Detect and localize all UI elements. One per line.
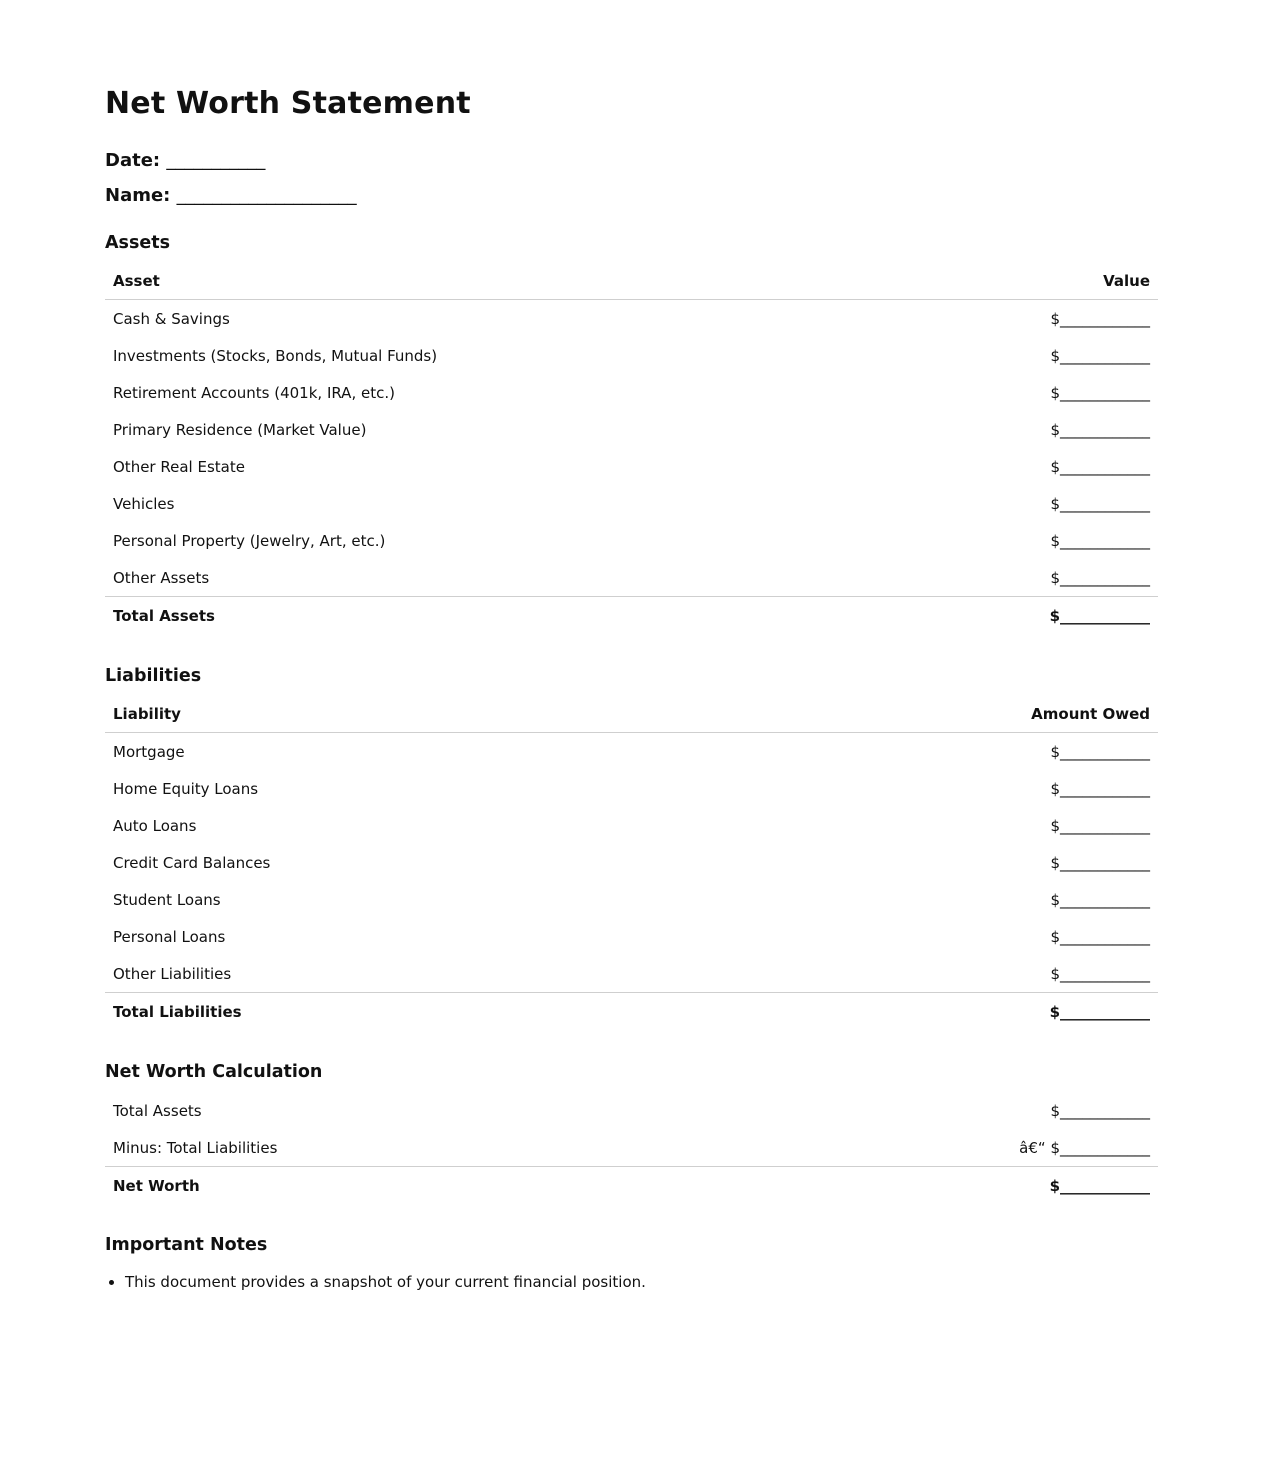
row-label: Cash & Savings [113,309,230,328]
row-label: Retirement Accounts (401k, IRA, etc.) [113,383,395,402]
document-page [105,0,1158,1300]
row-value: â€“ $____________ [1019,1138,1150,1157]
list-item: • This document provides a snapshot of your current financial position. [125,1270,646,1294]
table-row [105,918,1158,955]
net-worth-value: $____________ [686,1167,1158,1205]
row-label: Personal Loans [113,927,226,946]
total-liabilities-row [105,993,1158,1031]
row-label: Other Assets [113,568,210,587]
notes-list [105,1270,646,1294]
name-field [105,185,357,206]
asset-column-header: Asset [105,263,889,300]
row-value: $____________ [1050,457,1150,476]
liabilities-table [105,696,1158,1030]
table-row [105,300,1158,338]
liabilities-heading: Liabilities [105,666,202,686]
row-value: $____________ [1050,853,1150,872]
table-row [105,770,1158,807]
row-label: Total Assets [113,1101,202,1120]
row-label: Other Real Estate [113,457,245,476]
table-header-row [105,263,1158,300]
row-value: $____________ [1050,531,1150,550]
total-assets-label: Total Assets [105,597,889,635]
row-value: $____________ [1050,1101,1150,1120]
row-label: Student Loans [113,890,221,909]
row-label: Personal Property (Jewelry, Art, etc.) [113,531,386,550]
page-title: Net Worth Statement [105,86,471,121]
row-value: $____________ [1050,420,1150,439]
row-value: $____________ [1050,816,1150,835]
assets-table [105,263,1158,634]
row-value: $____________ [1050,927,1150,946]
row-label: Mortgage [113,742,185,761]
row-value: $____________ [1050,568,1150,587]
table-row [105,881,1158,918]
row-value: $____________ [1050,964,1150,983]
table-row [105,733,1158,771]
row-value: $____________ [1050,742,1150,761]
name-blank: ____________________ [176,185,357,206]
total-liabilities-label: Total Liabilities [105,993,697,1031]
important-notes-heading: Important Notes [105,1235,268,1255]
table-row [105,485,1158,522]
row-label: Home Equity Loans [113,779,259,798]
table-row [105,522,1158,559]
value-column-header: Value [889,263,1158,300]
table-row [105,411,1158,448]
date-field [105,150,265,171]
row-label: Investments (Stocks, Bonds, Mutual Funds) [113,346,438,365]
date-label: Date: [105,150,161,171]
row-value: $____________ [1050,494,1150,513]
row-label: Other Liabilities [113,964,232,983]
row-label: Primary Residence (Market Value) [113,420,367,439]
net-worth-label: Net Worth [105,1167,686,1205]
row-value: $____________ [1050,346,1150,365]
date-blank: ___________ [166,150,266,171]
table-row [105,374,1158,411]
row-value: $____________ [1050,383,1150,402]
table-row [105,337,1158,374]
row-label: Vehicles [113,494,175,513]
table-row [105,955,1158,993]
table-row [105,1129,1158,1167]
table-row [105,1092,1158,1129]
total-assets-row [105,597,1158,635]
table-row [105,844,1158,881]
row-value: $____________ [1050,890,1150,909]
liability-column-header: Liability [105,696,697,733]
amount-owed-column-header: Amount Owed [697,696,1158,733]
net-worth-calculation-table [105,1092,1158,1204]
assets-heading: Assets [105,233,171,253]
table-row [105,448,1158,485]
row-value: $____________ [1050,309,1150,328]
row-label: Credit Card Balances [113,853,271,872]
table-row [105,807,1158,844]
total-liabilities-value: $____________ [697,993,1158,1031]
name-label: Name: [105,185,171,206]
total-assets-value: $____________ [889,597,1158,635]
net-worth-row [105,1167,1158,1205]
net-worth-calculation-heading: Net Worth Calculation [105,1062,323,1082]
row-label: Minus: Total Liabilities [113,1138,278,1157]
row-label: Auto Loans [113,816,197,835]
table-row [105,559,1158,597]
table-header-row [105,696,1158,733]
row-value: $____________ [1050,779,1150,798]
